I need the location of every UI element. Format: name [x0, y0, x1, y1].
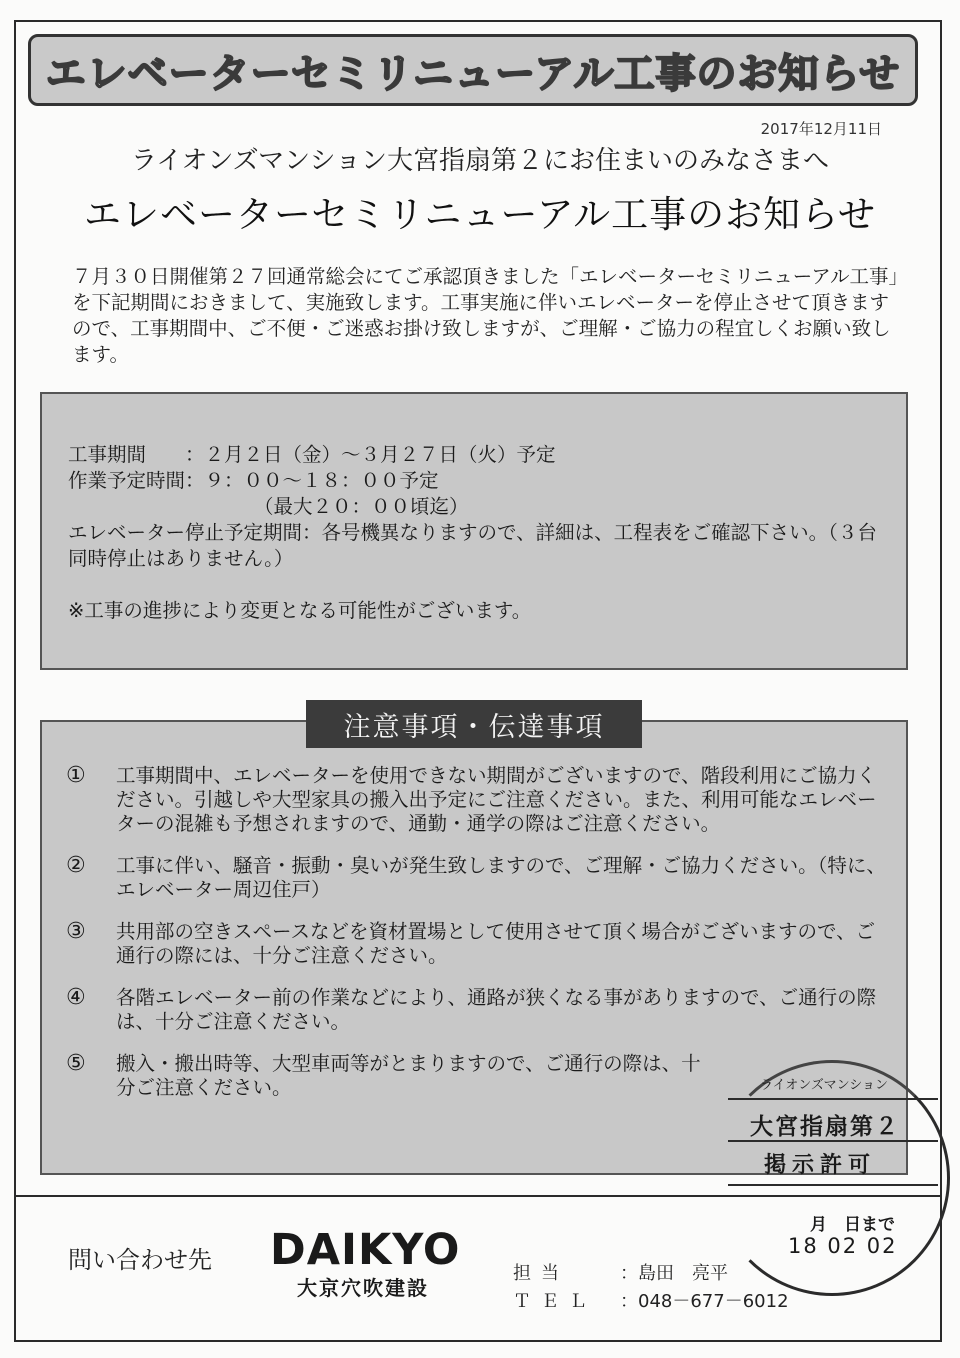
logo-sub: 大京穴吹建設 — [297, 1276, 429, 1300]
contact-label: 問い合わせ先 — [68, 1246, 212, 1274]
list-item — [66, 920, 886, 968]
note-text: 各階エレベーター前の作業などにより、通路が狭くなる事がありますので、ご通行の際は、十分ご注意ください。 — [116, 986, 877, 1033]
stamp-rule — [728, 1184, 938, 1186]
stamp-line3: 掲示許可 — [764, 1153, 877, 1178]
banner-title: エレベーターセミリニューアル工事のお知らせ — [45, 50, 901, 97]
contact-person-value: ：島田 亮平 — [620, 1263, 728, 1284]
note-text: 工事に伴い、騒音・振動・臭いが発生致しますので、ご理解・ご協力ください。（特に、エレベーター周辺住戸） — [116, 854, 886, 901]
note-number: ⑤ — [66, 1051, 86, 1076]
stamp-line2: 大宮指扇第２ — [750, 1114, 900, 1140]
elevator-stop-period: エレベーター停止予定期間：各号機異なりますので、詳細は、工程表をご確認下さい。（３台同時停止はありません。） — [68, 521, 877, 570]
logo-main: DAIKYO — [270, 1225, 461, 1275]
working-hours: 作業予定時間：９：００～１８：００予定 — [68, 469, 439, 492]
daikyo-logo — [270, 1225, 461, 1301]
notes-title: 注意事項・伝達事項 — [306, 700, 642, 748]
intro-paragraph: ７月３０日開催第２７回通常総会にてご承認頂きました「エレベーターセミリニューアル工事」を下記期間におきまして、実施致します。工事実施に伴いエレベーターを停止させて頂きますので、工事期間中、ご不便・ご迷惑お掛け致しますが、ご理解・ご協力の程宜しくお願い致します。 — [72, 265, 899, 366]
note-number: ③ — [66, 919, 86, 944]
posting-permit-stamp — [728, 1052, 938, 1274]
note-text: 工事期間中、エレベーターを使用できない期間がございますので、階段利用にご協力ください。引越しや大型家具の搬入出予定にご注意ください。また、利用可能なエレベーターの混雑も予想されますので、通勤・通学の際はご注意ください。 — [116, 764, 877, 835]
issue-date: 2017年12月11日 — [760, 120, 882, 138]
stamp-rule — [728, 1140, 938, 1142]
list-item — [66, 986, 886, 1034]
schedule-box — [40, 392, 908, 670]
note-number: ② — [66, 853, 86, 878]
stamp-line4: 月 日まで — [810, 1215, 895, 1235]
list-item — [66, 764, 886, 836]
stamp-line1: ライオンズマンション — [760, 1078, 888, 1093]
note-number: ① — [66, 763, 86, 788]
contact-tel-row — [513, 1288, 789, 1316]
title-banner — [28, 34, 918, 106]
construction-period: 工事期間 ：２月２日（金）～３月２７日（火）予定 — [68, 443, 556, 466]
list-item — [66, 854, 886, 902]
schedule-note: ※工事の進捗により変更となる可能性がございます。 — [68, 599, 532, 622]
note-text: 共用部の空きスペースなどを資材置場として使用させて頂く場合がございますので、ご通行の際には、十分ご注意ください。 — [116, 920, 876, 967]
contact-person-key: 担当 — [513, 1263, 569, 1284]
contact-tel-value: ：048－677－6012 — [620, 1291, 789, 1312]
page-title: エレベーターセミリニューアル工事のお知らせ — [83, 193, 877, 236]
contact-tel-key: ＴＥＬ — [513, 1291, 597, 1312]
note-text: 搬入・搬出時等、大型車両等がとまりますので、ご通行の際は、十分ご注意ください。 — [116, 1052, 701, 1099]
working-hours-max: （最大２０：００頃迄） — [254, 495, 469, 518]
stamp-line5: 18 02 02 — [788, 1234, 898, 1258]
note-number: ④ — [66, 985, 86, 1010]
stamp-rule — [728, 1098, 938, 1100]
addressee: ライオンズマンション大宮指扇第２にお住まいのみなさまへ — [131, 146, 829, 176]
